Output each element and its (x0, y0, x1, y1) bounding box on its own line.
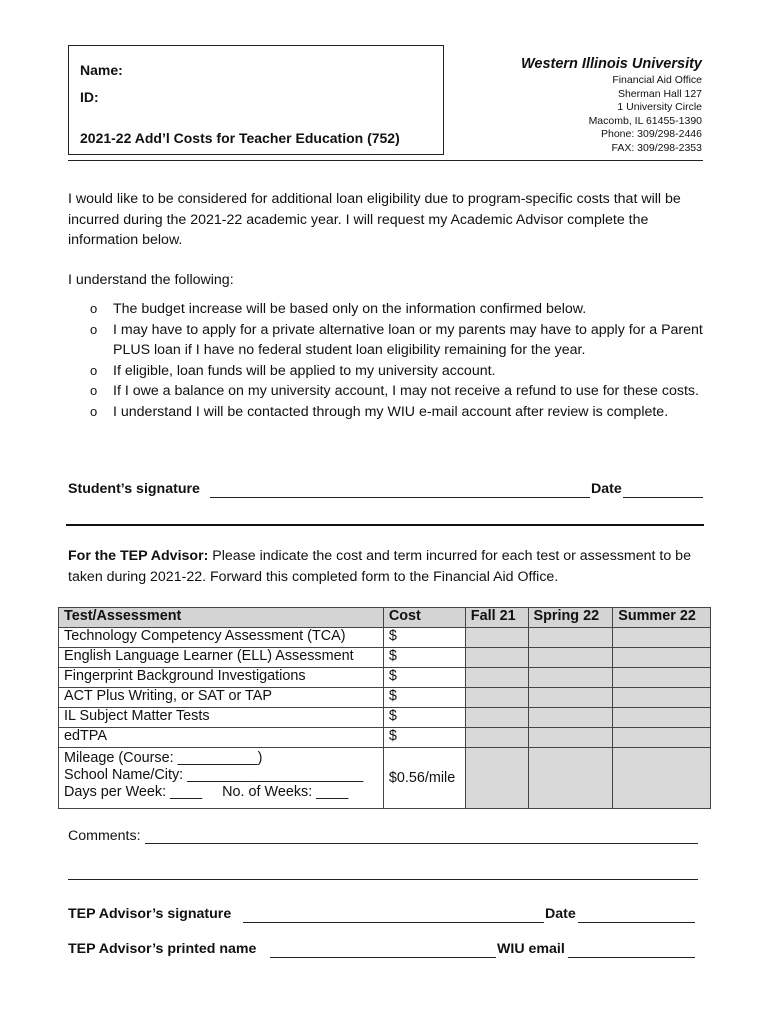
wiu-email-field[interactable] (568, 957, 695, 958)
table-header-row (59, 608, 711, 628)
form-title: 2021-22 Add’l Costs for Teacher Education (752) (80, 130, 400, 146)
advisor-date-field[interactable] (578, 922, 695, 923)
table-row (59, 688, 711, 708)
advisor-printed-name-label: TEP Advisor’s printed name (68, 941, 257, 957)
summer-cell[interactable] (613, 628, 711, 648)
summer-cell[interactable] (613, 708, 711, 728)
intro-paragraph: I would like to be considered for additional loan eligibility due to program-specific costs that will be incurred during the 2021-22 academic year. I will request my Academic Advisor complete the information below. (68, 191, 681, 248)
bullet-icon: o (90, 362, 98, 378)
fall-cell[interactable] (465, 748, 528, 809)
summer-cell[interactable] (613, 688, 711, 708)
advisor-printed-name-field[interactable] (270, 957, 496, 958)
table-row (59, 728, 711, 748)
conditions-list (68, 299, 708, 422)
fall-cell[interactable] (465, 728, 528, 748)
address-line: Sherman Hall 127 (617, 87, 702, 100)
test-cell: English Language Learner (ELL) Assessment (59, 648, 384, 668)
phone-line: Phone: 309/298-2446 (600, 128, 702, 140)
table-row (59, 648, 711, 668)
spring-cell[interactable] (528, 668, 613, 688)
mileage-details[interactable] (59, 748, 384, 809)
comments-field-line-2[interactable] (68, 879, 698, 880)
list-item: o I understand I will be contacted through my WIU e-mail account after review is complete. (68, 402, 708, 423)
header-summer: Summer 22 (613, 608, 711, 628)
mileage-row (59, 748, 711, 809)
university-block (521, 56, 702, 155)
address-line: 1 University Circle (617, 101, 702, 113)
university-name: Western Illinois University (520, 56, 702, 72)
test-cell: ACT Plus Writing, or SAT or TAP (59, 688, 384, 708)
bullet-icon: o (90, 403, 98, 419)
student-date-field[interactable] (623, 497, 703, 498)
fall-cell[interactable] (465, 708, 528, 728)
header-test: Test/Assessment (59, 608, 384, 628)
spring-cell[interactable] (528, 728, 613, 748)
advisor-date-label: Date (545, 906, 576, 922)
fall-cell[interactable] (465, 648, 528, 668)
advisor-text: Please indicate the cost and term incurred for each test or assessment to be taken during 2021-22. Forward this completed form to the Financial Aid Office. (68, 548, 691, 585)
cost-cell[interactable]: $ (383, 628, 465, 648)
student-signature-field[interactable] (210, 497, 590, 498)
wiu-email-label: WIU email (497, 941, 565, 957)
spring-cell[interactable] (528, 648, 613, 668)
fall-cell[interactable] (465, 668, 528, 688)
advisor-lead: For the TEP Advisor: (68, 548, 209, 564)
list-item: o If I owe a balance on my university account, I may not receive a refund to use for these costs. (68, 381, 708, 402)
table-row (59, 628, 711, 648)
address-line: Macomb, IL 61455-1390 (588, 114, 702, 127)
id-label: ID: (80, 89, 99, 105)
summer-cell[interactable] (613, 668, 711, 688)
spring-cell[interactable] (528, 688, 613, 708)
student-date-label: Date (591, 481, 622, 497)
list-item: o I may have to apply for a private alternative loan or my parents may have to apply for a Parent PLUS loan if I have no federal student loan eligibility remaining for the year. (90, 321, 703, 358)
bullet-icon: o (90, 383, 98, 398)
list-item: o The budget increase will be based only on the information confirmed below. (68, 299, 708, 320)
test-cell: edTPA (59, 728, 384, 748)
spring-cell[interactable] (528, 748, 613, 809)
section-divider (66, 524, 704, 526)
summer-cell[interactable] (613, 648, 711, 668)
spring-cell[interactable] (528, 708, 613, 728)
advisor-signature-field[interactable] (243, 922, 544, 923)
advisor-signature-label: TEP Advisor’s signature (68, 906, 232, 922)
mileage-days: Days per Week: ____ No. of Weeks: ____ (64, 784, 349, 800)
cost-cell[interactable]: $ (383, 728, 465, 748)
cost-cell[interactable]: $ (383, 708, 465, 728)
header-cost: Cost (383, 608, 465, 628)
student-signature-label: Student’s signature (68, 481, 200, 497)
cost-table (58, 607, 711, 809)
fall-cell[interactable] (465, 688, 528, 708)
test-cell: Technology Competency Assessment (TCA) (59, 628, 384, 648)
bullet-icon: o (90, 321, 98, 337)
mileage-school: School Name/City: ______________________ (64, 767, 364, 783)
header-fall: Fall 21 (465, 608, 528, 628)
header-spring: Spring 22 (528, 608, 613, 628)
address-line: Financial Aid Office (612, 74, 702, 86)
cost-cell[interactable]: $ (383, 668, 465, 688)
test-cell: Fingerprint Background Investigations (59, 668, 384, 688)
mileage-cost: $0.56/mile (383, 748, 465, 809)
spring-cell[interactable] (528, 628, 613, 648)
table-row (59, 668, 711, 688)
comments-field-line-1[interactable] (145, 843, 698, 844)
bullet-icon: o (90, 301, 98, 316)
list-item: o If eligible, loan funds will be applied to my university account. (68, 361, 708, 382)
name-label: Name: (80, 62, 123, 78)
fall-cell[interactable] (465, 628, 528, 648)
summer-cell[interactable] (613, 748, 711, 809)
cost-cell[interactable]: $ (383, 688, 465, 708)
comments-label: Comments: (68, 828, 141, 844)
cost-cell[interactable]: $ (383, 648, 465, 668)
mileage-course: Mileage (Course: __________) (64, 750, 263, 766)
header-rule (68, 160, 703, 161)
summer-cell[interactable] (613, 728, 711, 748)
table-row (59, 708, 711, 728)
test-cell: IL Subject Matter Tests (59, 708, 384, 728)
student-info-box (68, 45, 444, 155)
advisor-instructions (68, 546, 708, 587)
fax-line: FAX: 309/298-2353 (611, 141, 702, 154)
understand-label: I understand the following: (68, 272, 234, 288)
